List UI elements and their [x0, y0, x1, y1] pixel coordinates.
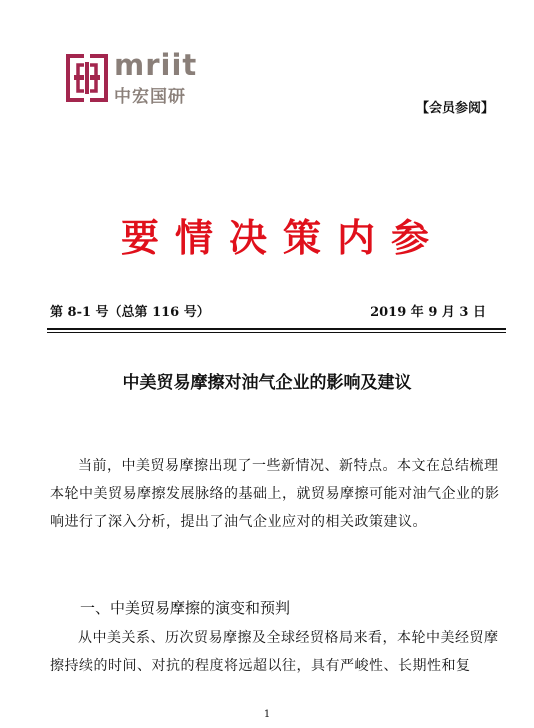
mriit-logo	[66, 48, 198, 107]
publication-title: 要情决策内参	[120, 216, 445, 260]
member-tag: 【会员参阅】	[415, 101, 494, 116]
header-rule-thick	[47, 328, 506, 330]
article-title: 中美贸易摩擦对油气企业的影响及建议	[122, 373, 412, 393]
logo-chinese-name: 中宏国研	[114, 87, 186, 107]
issue-date: 2019 年 9 月 3 日	[370, 305, 486, 320]
section-paragraph: 从中美关系、历次贸易摩擦及全球经贸格局来看，本轮中美经贸摩擦持续的时间、对抗的程度将远超以往，具有严峻性、长期性和复	[50, 630, 499, 674]
logo-mark-icon	[66, 54, 108, 102]
section-heading: 一、中美贸易摩擦的演变和预判	[80, 599, 291, 617]
page-number: 1	[263, 709, 271, 720]
header-rule-thin	[47, 332, 506, 333]
intro-paragraph: 当前，中美贸易摩擦出现了一些新情况、新特点。本文在总结梳理本轮中美贸易摩擦发展脉络的基础上，就贸易摩擦可能对油气企业的影响进行了深入分析，提出了油气企业应对的相关政策建议。	[50, 458, 500, 530]
issue-number: 第 8-1 号（总第 116 号）	[50, 305, 210, 320]
logo-wordmark: mriit	[114, 48, 198, 82]
